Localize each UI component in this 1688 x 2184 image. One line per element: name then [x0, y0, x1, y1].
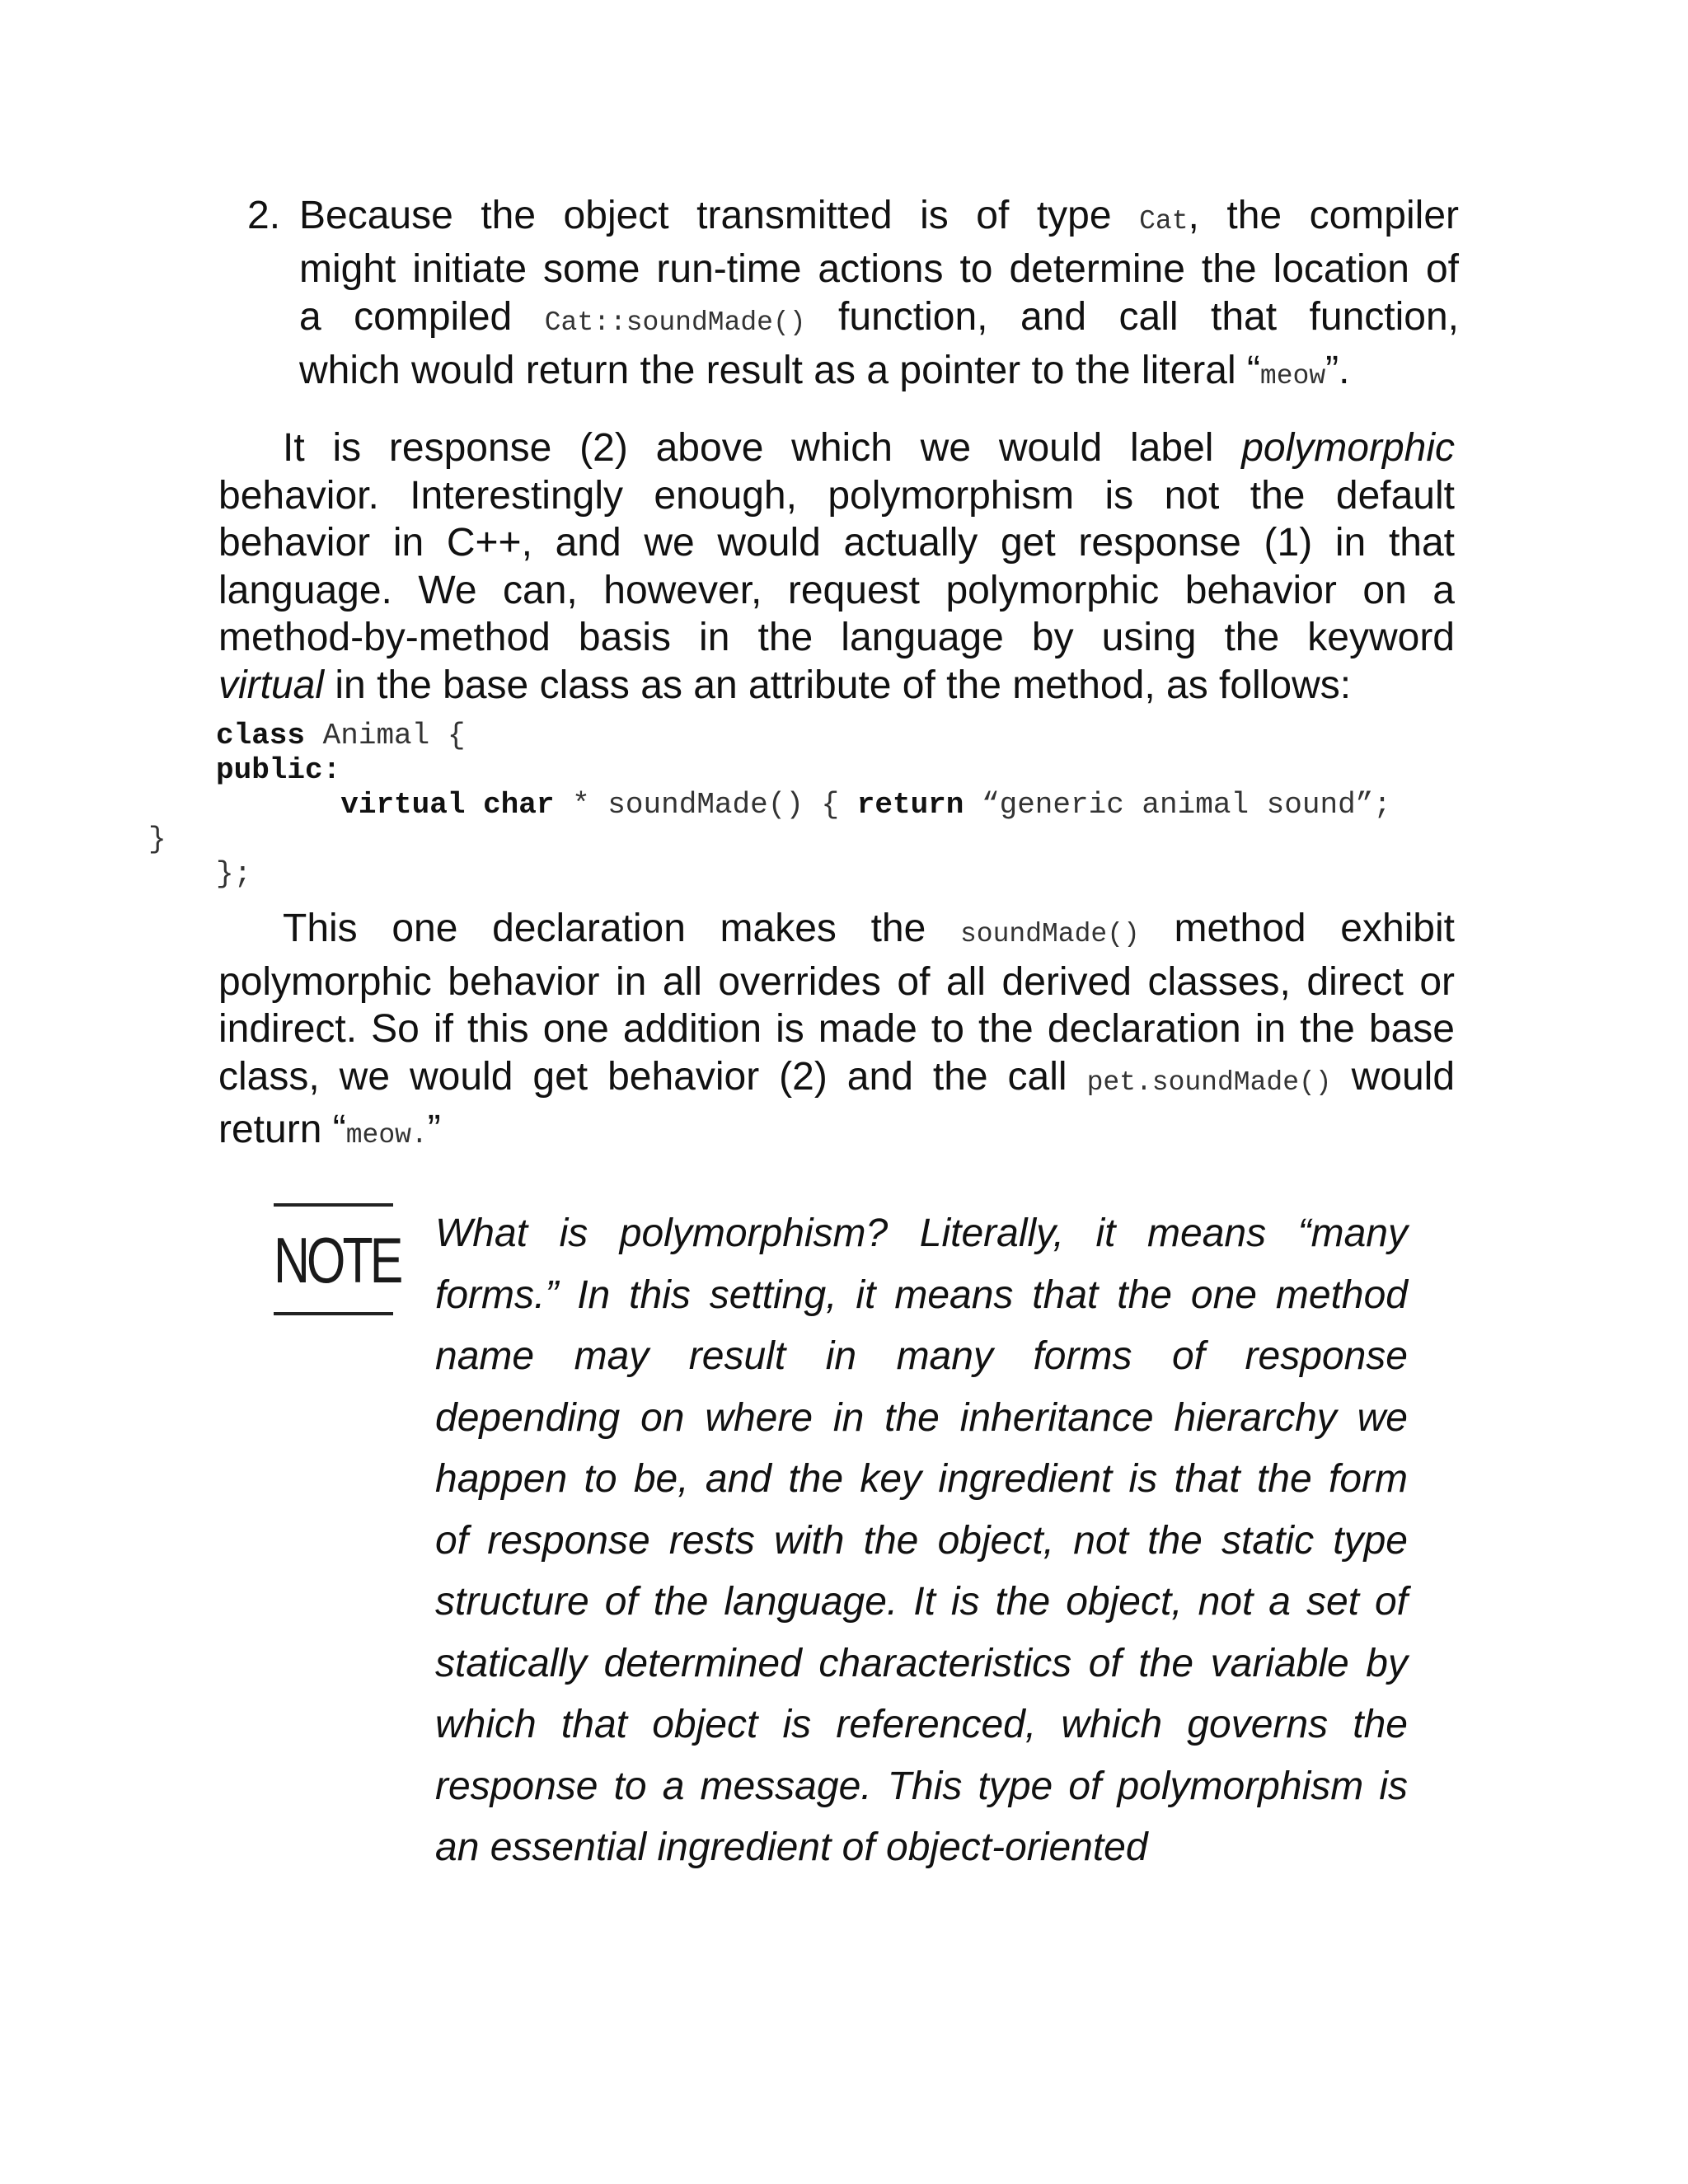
text-line: virtual in the base class as an attribute of the method, as follows:	[218, 663, 1352, 707]
text-line: might initiate some run-time actions to determine the location of	[299, 247, 1459, 291]
text-line: statically determined characteristics of the variable by	[435, 1641, 1408, 1685]
inline-code: meow.	[345, 1120, 428, 1151]
code-line: };	[216, 857, 252, 891]
emphasis: virtual	[218, 663, 325, 707]
code-keyword: char	[483, 788, 555, 822]
inline-code: pet.soundMade()	[1086, 1066, 1332, 1098]
text-line: structure of the language. It is the object, not a set of	[435, 1580, 1408, 1624]
text-line: behavior. Interestingly enough, polymorphism is not the default	[218, 473, 1455, 518]
text-line: which would return the result as a pointer to the literal “meow”.	[299, 349, 1350, 392]
code-keyword: public:	[216, 753, 341, 787]
text-line: behavior in C++, and we would actually get response (1) in that	[218, 521, 1455, 565]
code-keyword: return	[856, 788, 964, 822]
code-keyword: virtual	[340, 788, 466, 822]
code-block	[148, 719, 1391, 892]
note-text	[435, 1203, 1408, 1879]
text-line: This one declaration makes the soundMade() method exhibit	[283, 907, 1455, 950]
inline-code: Cat	[1139, 206, 1189, 237]
text-line: an essential ingredient of object-oriented	[435, 1825, 1148, 1869]
text-line: a compiled Cat::soundMade() function, and call that function,	[299, 295, 1459, 339]
code-line: virtual char * soundMade() { return “generic animal sound”;	[340, 788, 1391, 822]
code-line: }	[148, 823, 166, 856]
emphasis: polymorphic	[1241, 426, 1455, 470]
body-paragraph	[218, 905, 1455, 1160]
code-keyword: class	[216, 719, 306, 752]
note-icon	[274, 1203, 401, 1319]
note-rule-top	[274, 1203, 393, 1207]
text-line: method-by-method basis in the language by using the keyword	[218, 616, 1455, 659]
text-line: of response rests with the object, not the static type	[435, 1518, 1408, 1563]
text-line: happen to be, and the key ingredient is that the form	[435, 1457, 1408, 1501]
inline-code: meow	[1259, 361, 1326, 391]
text-line: Because the object transmitted is of type Cat, the compiler	[299, 194, 1459, 237]
text-line: It is response (2) above which we would label polymorphic	[283, 426, 1455, 470]
list-item-number: 2.	[247, 194, 281, 237]
note-rule-bottom	[274, 1312, 393, 1315]
inline-code: Cat::soundMade()	[544, 307, 806, 338]
text-line: polymorphic behavior in all overrides of all derived classes, direct or	[218, 959, 1455, 1004]
note-label: NOTE	[274, 1224, 401, 1296]
text-line: What is polymorphism? Literally, it means “many	[435, 1212, 1408, 1255]
numbered-list-item	[247, 192, 1459, 401]
text-line: return “meow.”	[218, 1108, 441, 1151]
list-item-text	[299, 192, 1459, 401]
text-line: language. We can, however, request polymorphic behavior on a	[218, 568, 1455, 612]
text-line: class, we would get behavior (2) and the call pet.soundMade() would	[218, 1054, 1456, 1099]
text-line: response to a message. This type of polymorphism is	[435, 1764, 1408, 1808]
code-line: class Animal {	[216, 719, 466, 752]
text-line: depending on where in the inheritance hierarchy we	[435, 1395, 1408, 1440]
text-line: which that object is referenced, which governs the	[435, 1703, 1408, 1746]
body-paragraph	[218, 424, 1455, 709]
code-line	[216, 753, 1391, 788]
text-line: name may result in many forms of response	[435, 1334, 1408, 1378]
inline-code: soundMade()	[959, 919, 1140, 949]
text-line: forms.” In this setting, it means that the one method	[435, 1272, 1408, 1317]
text-line: indirect. So if this one addition is made to the declaration in the base	[218, 1007, 1455, 1051]
